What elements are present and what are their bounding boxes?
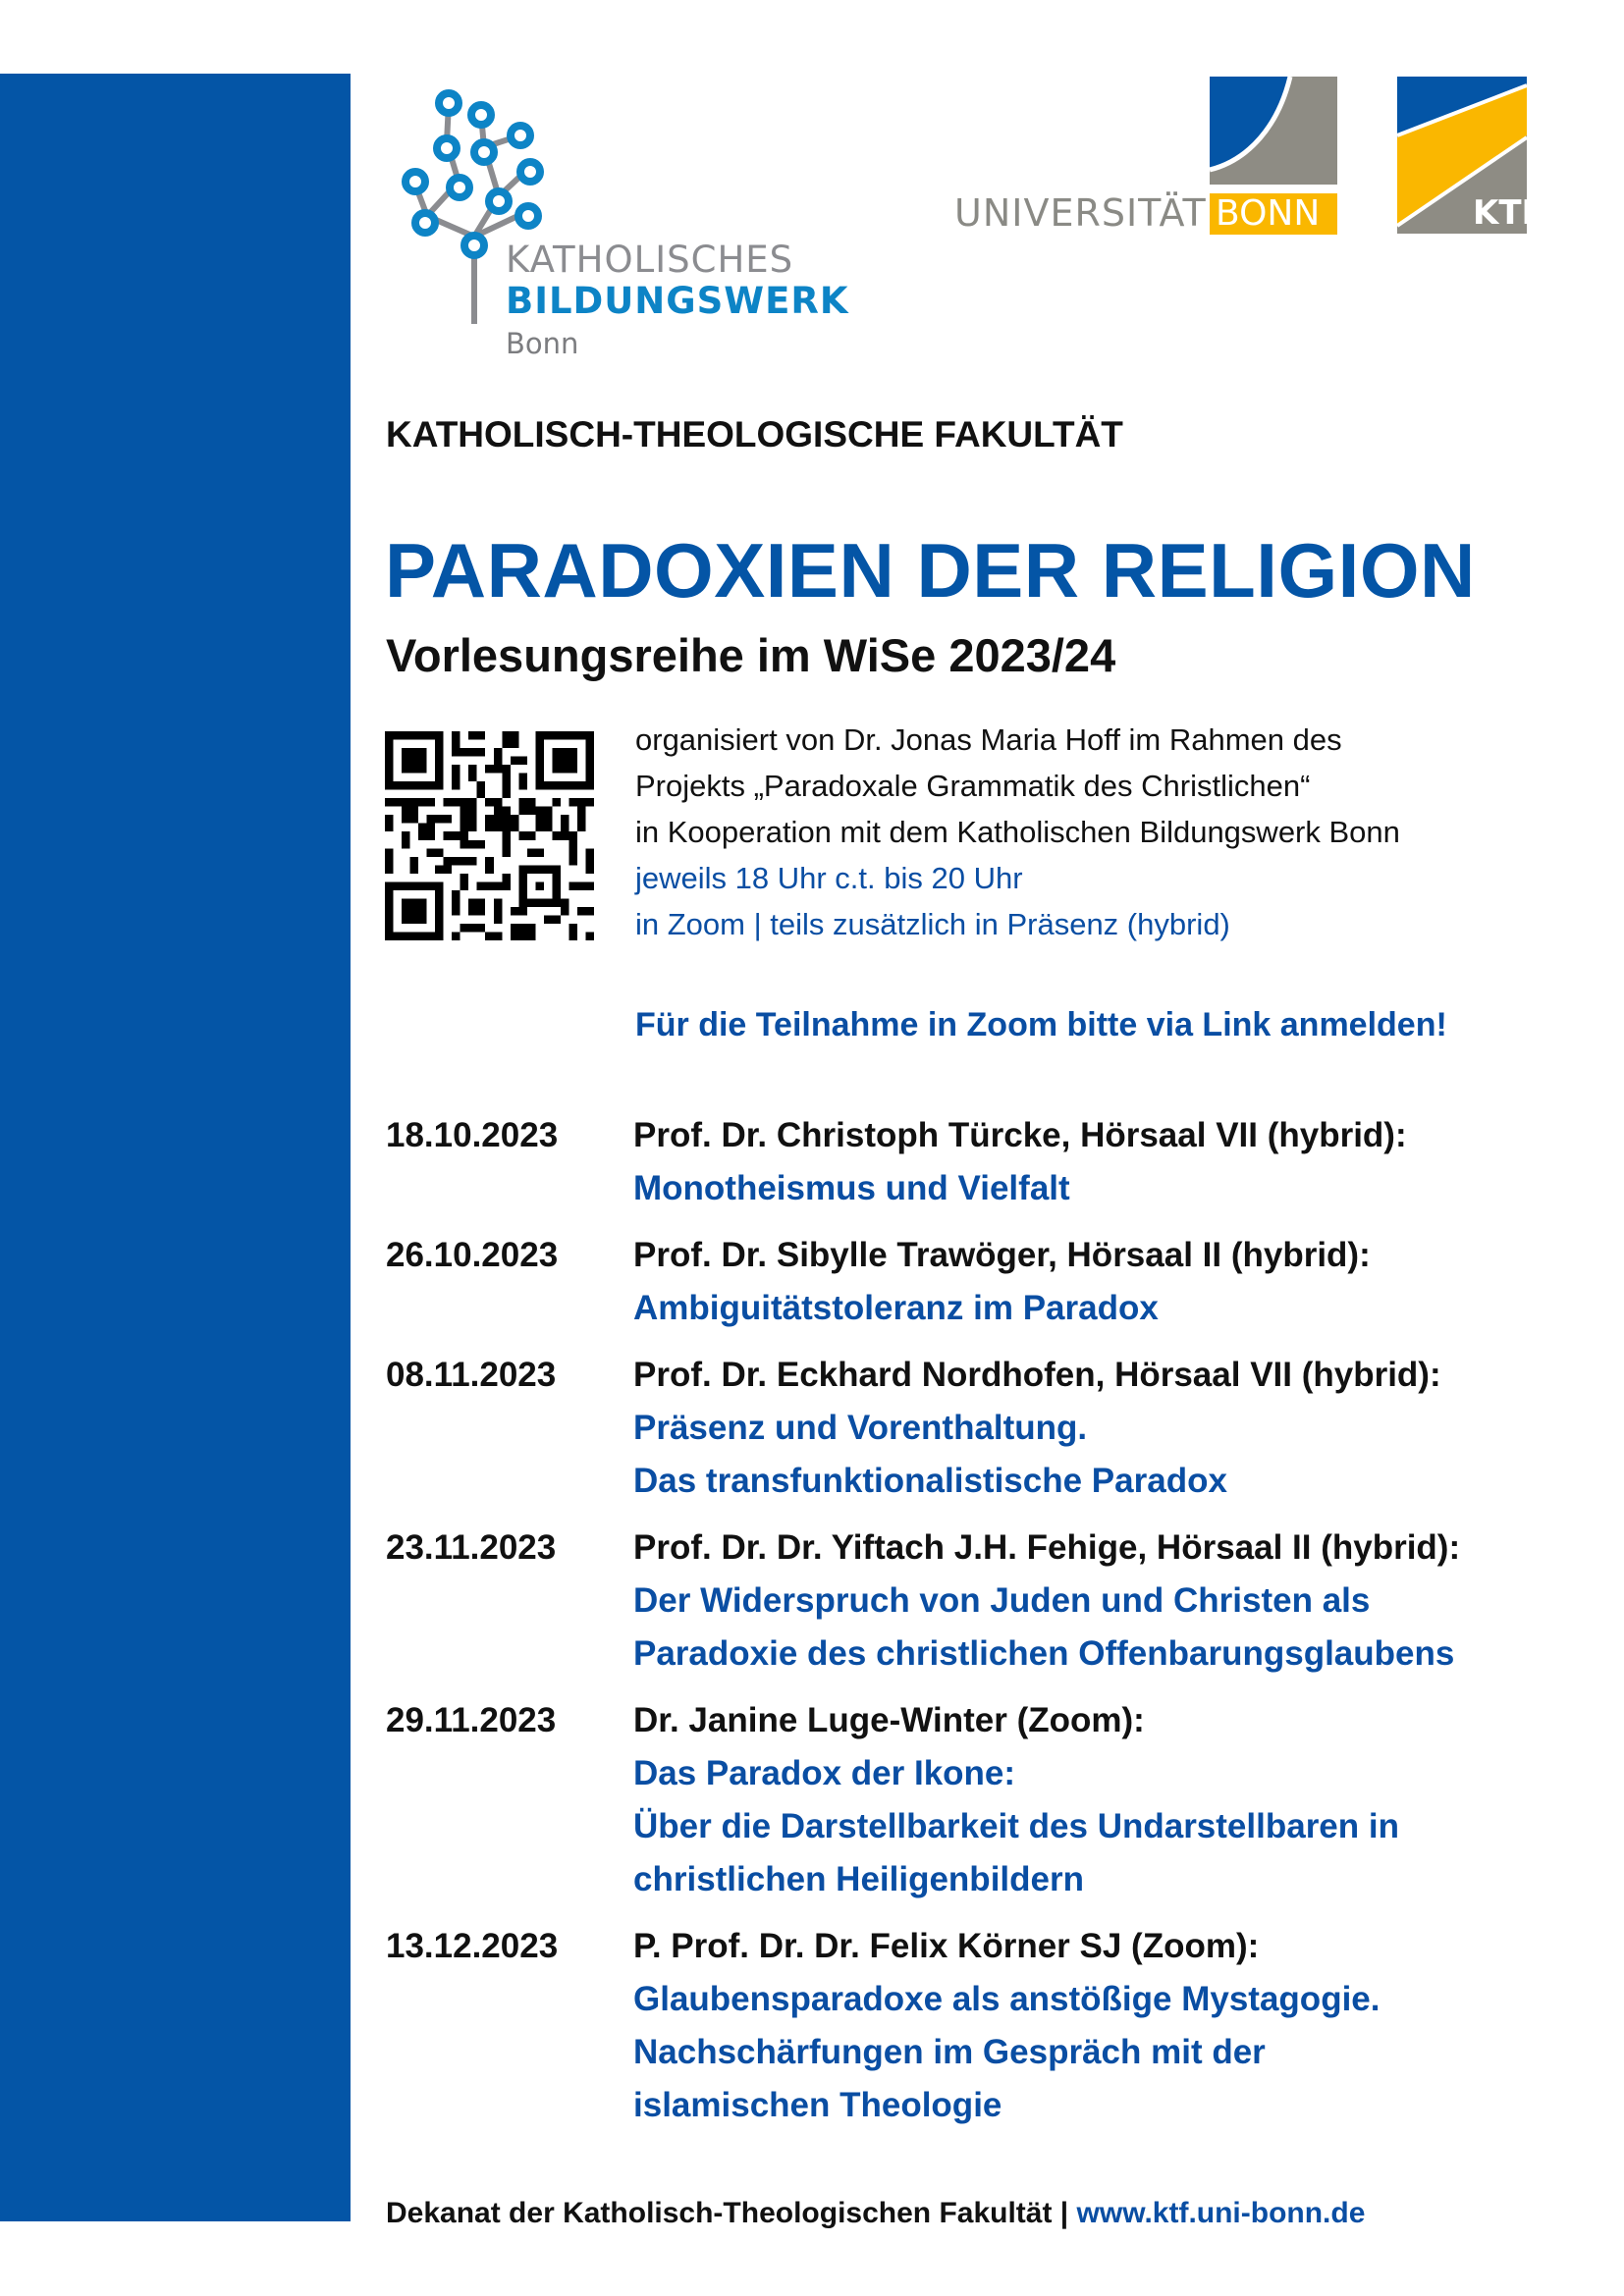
qr-code-icon[interactable] (385, 731, 594, 940)
registration-call-to-action: Für die Teilnahme in Zoom bitte via Link anmelden! (635, 1006, 1447, 1043)
blue-sidebar (0, 74, 351, 2221)
event-speaker: Dr. Janine Luge-Winter (Zoom): (633, 1701, 1145, 1739)
kbw-logo-line3: Bonn (506, 327, 579, 360)
info-line-time: jeweils 18 Uhr c.t. bis 20 Uhr (635, 861, 1023, 895)
info-line-organizer: organisiert von Dr. Jonas Maria Hoff im Rahmen des (635, 722, 1342, 757)
event-topic: christlichen Heiligenbildern (633, 1860, 1084, 1898)
event-topic: islamischen Theologie (633, 2086, 1002, 2124)
event-date: 26.10.2023 (386, 1236, 559, 1274)
event-list (386, 1109, 1584, 2146)
page-title: PARADOXIEN DER RELIGION (385, 527, 1476, 614)
event-item (386, 1109, 1584, 1215)
event-item (386, 1349, 1584, 1508)
event-topic: Über die Darstellbarkeit des Undarstellbaren in (633, 1807, 1399, 1845)
event-date: 13.12.2023 (386, 1927, 559, 1965)
event-date: 29.11.2023 (386, 1701, 557, 1739)
event-topic: Paradoxie des christlichen Offenbarungsglaubens (633, 1634, 1455, 1673)
kbw-tree-logo-icon (388, 74, 859, 368)
event-speaker: P. Prof. Dr. Dr. Felix Körner SJ (Zoom): (633, 1927, 1260, 1965)
event-item (386, 1694, 1584, 1906)
ktf-logo-label: KTF (1473, 193, 1544, 233)
footer-text: Dekanat der Katholisch-Theologischen Fakultät (386, 2197, 1053, 2229)
footer (386, 2197, 1365, 2230)
event-topic: Nachschärfungen im Gespräch mit der (633, 2033, 1266, 2071)
page-subtitle: Vorlesungsreihe im WiSe 2023/24 (386, 629, 1116, 681)
event-item (386, 1920, 1584, 2132)
event-topic: Das Paradox der Ikone: (633, 1754, 1016, 1792)
info-line-project: Projekts „Paradoxale Grammatik des Christlichen“ (635, 769, 1311, 803)
event-item (386, 1229, 1584, 1335)
event-item (386, 1522, 1584, 1681)
footer-website-link[interactable]: www.ktf.uni-bonn.de (1076, 2197, 1366, 2229)
event-date: 18.10.2023 (386, 1116, 559, 1154)
event-topic: Der Widerspruch von Juden und Christen als (633, 1581, 1371, 1620)
event-speaker: Prof. Dr. Eckhard Nordhofen, Hörsaal VII (hybrid): (633, 1356, 1441, 1394)
footer-separator: | (1052, 2197, 1077, 2229)
info-line-mode: in Zoom | teils zusätzlich in Präsenz (hybrid) (635, 907, 1230, 941)
event-topic: Das transfunktionalistische Paradox (633, 1462, 1227, 1500)
uni-bonn-logo-bonn: BONN (1210, 193, 1337, 235)
event-topic: Glaubensparadoxe als anstößige Mystagogie. (633, 1980, 1380, 2018)
kbw-logo-line2: BILDUNGSWERK (506, 280, 849, 322)
event-date: 23.11.2023 (386, 1528, 557, 1567)
event-topic: Ambiguitätstoleranz im Paradox (633, 1289, 1159, 1327)
event-topic: Präsenz und Vorenthaltung. (633, 1409, 1088, 1447)
event-speaker: Prof. Dr. Sibylle Trawöger, Hörsaal II (hybrid): (633, 1236, 1371, 1274)
uni-bonn-logo-text: UNIVERSITÄT (954, 191, 1207, 235)
faculty-name: KATHOLISCH-THEOLOGISCHE FAKULTÄT (386, 414, 1123, 454)
kbw-logo-line1: KATHOLISCHES (506, 239, 794, 281)
event-topic: Monotheismus und Vielfalt (633, 1169, 1070, 1207)
event-speaker: Prof. Dr. Christoph Türcke, Hörsaal VII (hybrid): (633, 1116, 1407, 1154)
info-block (635, 717, 1400, 947)
event-speaker: Prof. Dr. Dr. Yiftach J.H. Fehige, Hörsaal II (hybrid): (633, 1528, 1461, 1567)
info-line-cooperation: in Kooperation mit dem Katholischen Bildungswerk Bonn (635, 815, 1400, 849)
event-date: 08.11.2023 (386, 1356, 557, 1394)
